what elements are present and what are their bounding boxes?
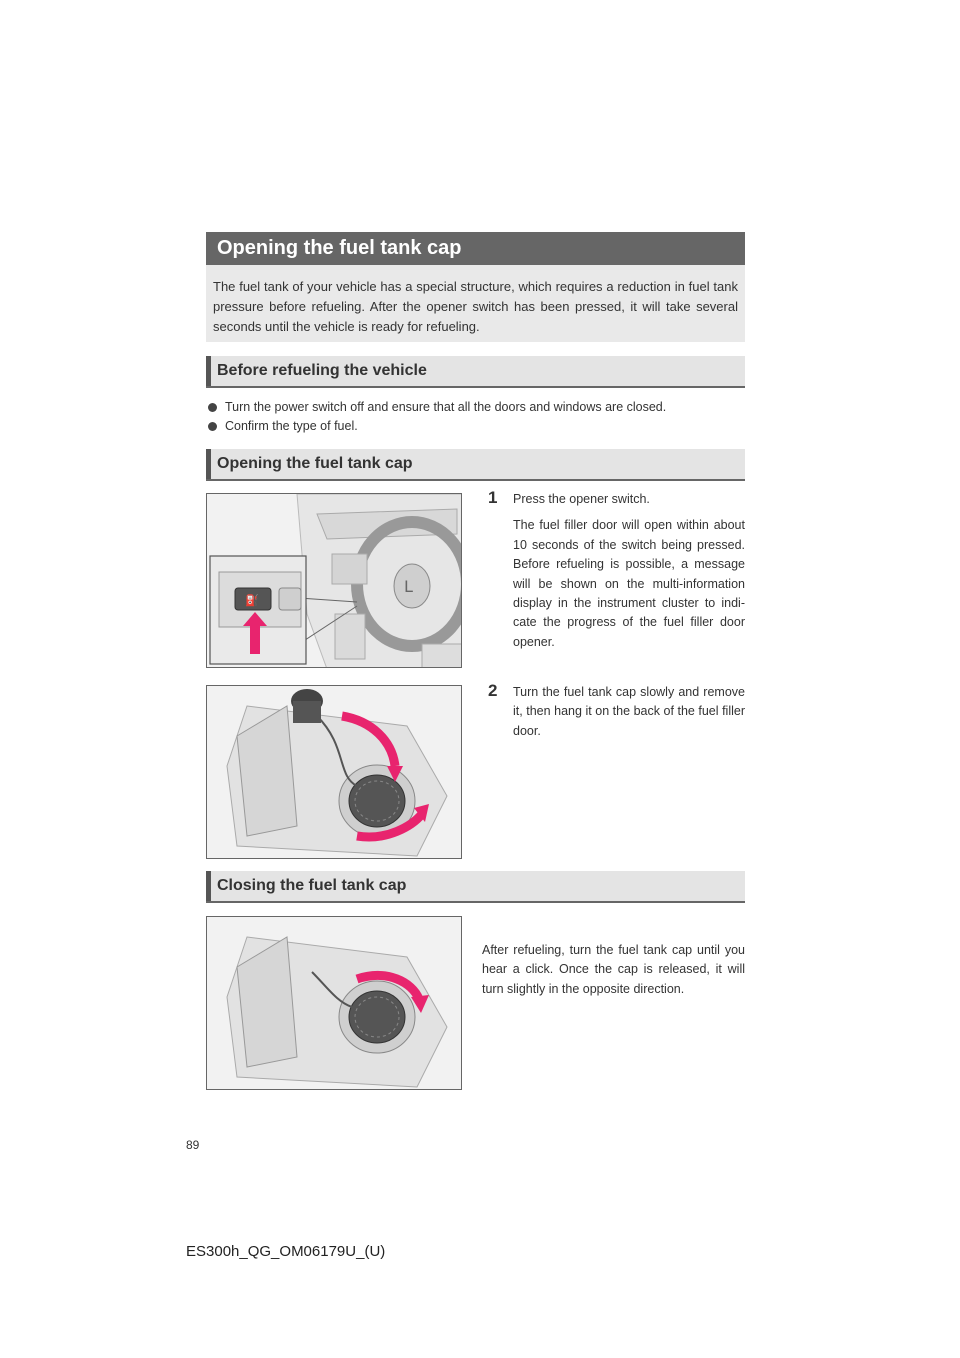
figure-opener-switch: [206, 493, 462, 668]
section-title-before: Before refueling the vehicle: [217, 362, 427, 379]
section-header-opening: [206, 449, 745, 481]
list-item: Turn the power switch off and ensure that all the doors and windows are closed.: [208, 398, 666, 417]
page-title: Opening the fuel tank cap: [206, 232, 745, 265]
dashboard-illustration: [207, 494, 462, 668]
fuel-door-illustration: [207, 917, 462, 1090]
step-title: Turn the fuel tank cap slowly and remove it, then hang it on the back of the fuel filler door.: [513, 685, 745, 738]
bullet-icon: [208, 422, 217, 431]
page-number: 89: [186, 1138, 200, 1152]
closing-text: After refueling, turn the fuel tank cap until you hear a click. Once the cap is released, it will turn slightly in the opposite direction.: [482, 943, 745, 996]
step-title: Press the opener switch.: [513, 492, 650, 506]
figure-remove-cap: [206, 685, 462, 859]
step-number: 2: [488, 681, 498, 700]
figure-close-cap: [206, 916, 462, 1090]
step-2: [489, 683, 745, 741]
step-number: 1: [488, 488, 498, 507]
section-title-opening: Opening the fuel tank cap: [217, 455, 413, 472]
section-title-closing: Closing the fuel tank cap: [217, 877, 407, 894]
list-item: Confirm the type of fuel.: [208, 417, 666, 436]
footer-code: ES300h_QG_OM06179U_(U): [186, 1243, 386, 1260]
bullet-list: [208, 398, 666, 436]
bullet-icon: [208, 403, 217, 412]
section-header-before: [206, 356, 745, 388]
step-description: The fuel filler door will open within about 10 seconds of the switch being pressed. Before refueling is possible, a message will be shown on the multi-information display in the instrument cluster to indi-cate the progress of the fuel filler door opener.: [513, 518, 745, 649]
svg-text:L: L: [404, 577, 413, 596]
svg-text:⛽: ⛽: [245, 594, 259, 607]
fuel-door-illustration: [207, 686, 462, 859]
intro-text: The fuel tank of your vehicle has a special structure, which requires a reduction in fuel tank pressure before refueling. After the opener switch has been pressed, it will take several seconds until the vehicle is ready for refueling.: [206, 265, 745, 342]
section-header-closing: [206, 871, 745, 903]
step-1: [489, 490, 745, 652]
